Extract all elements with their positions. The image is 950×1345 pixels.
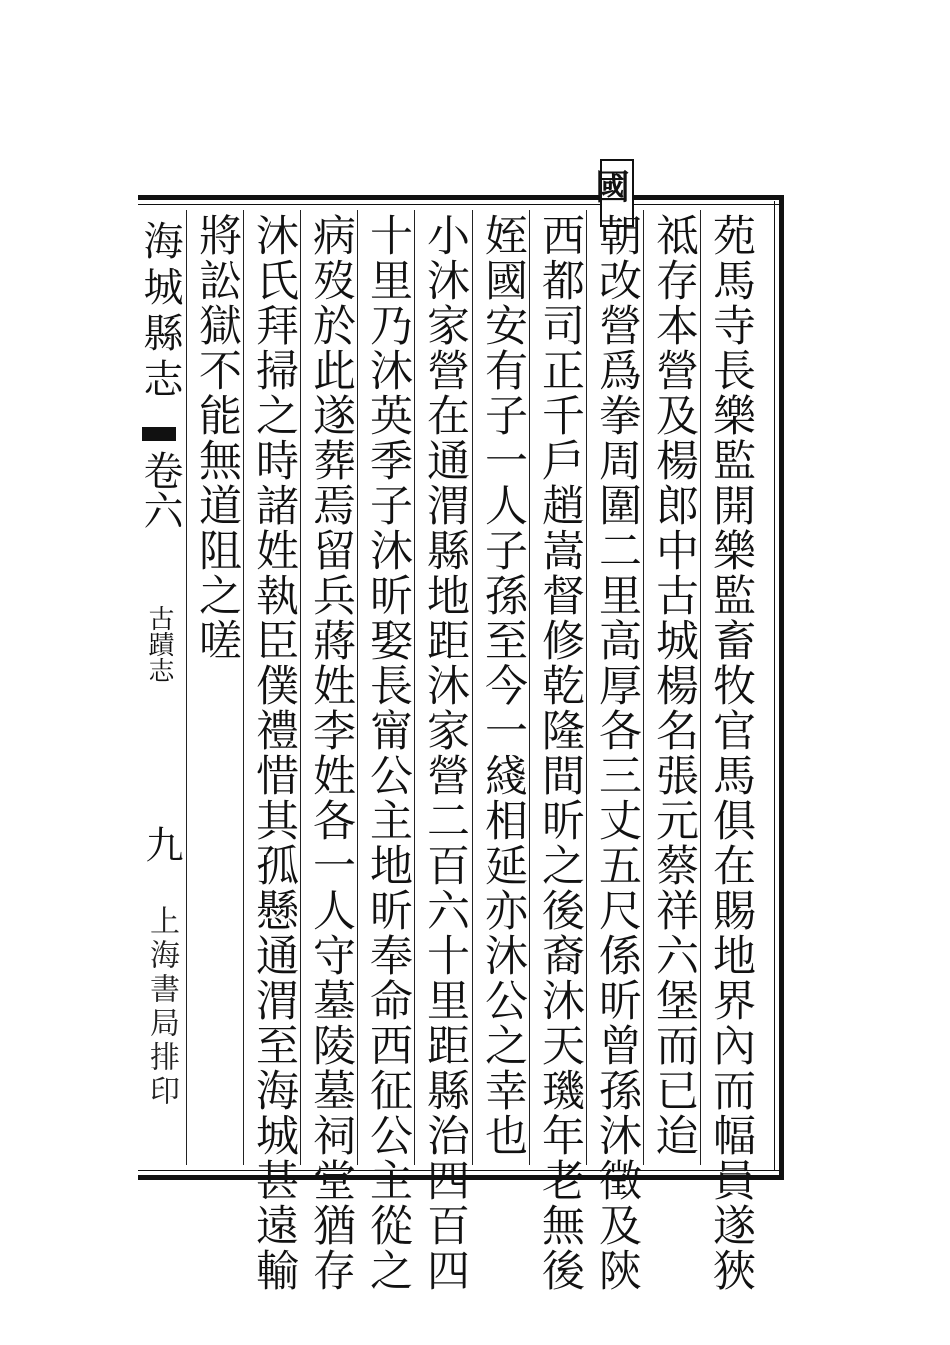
- column-divider: [243, 210, 244, 1165]
- text-column-9: 沐氏拜掃之時諸姓執臣僕禮惜其孤懸通渭至海城甚遠輸: [249, 213, 299, 1293]
- column-divider: [586, 210, 587, 1165]
- text-column-10: 將訟獄不能無道阻之嗟: [192, 213, 242, 663]
- text-column-8: 病歿於此遂葬焉留兵蔣姓李姓各一人守墓陵墓祠堂猶存: [306, 213, 356, 1293]
- top-border-inner-rule: [138, 204, 784, 205]
- text-column-6: 小沐家營在通渭縣地距沐家營二百六十里距縣治四百四: [420, 213, 470, 1293]
- chapter-number: 卷六: [137, 450, 183, 530]
- honorific-elevation-char: 國: [589, 169, 629, 203]
- page-frame: [137, 169, 784, 1293]
- text-column-1: 苑馬寺長樂監開樂監畜牧官馬俱在賜地界內而幅員遂狹: [706, 213, 756, 1293]
- column-divider: [357, 210, 358, 1165]
- text-column-3: 朝改營爲拳周圍二里高厚各三丈五尺係昕曾孫沐徵及陝: [592, 213, 642, 1293]
- column-divider: [472, 210, 473, 1165]
- column-divider: [529, 210, 530, 1165]
- fish-tail-mark: [142, 427, 176, 441]
- text-column-7: 十里乃沐英季子沐昕娶長甯公主地昕奉命西征公主從之: [363, 213, 413, 1293]
- column-divider: [700, 210, 701, 1165]
- top-border-rule: [138, 195, 784, 200]
- publisher-imprint: 上海書局排印: [144, 905, 179, 1109]
- text-column-5: 姪國安有子一人子孫至今一綫相延亦沐公之幸也: [478, 213, 528, 1158]
- block-heart-margin: [138, 205, 182, 1170]
- text-column-4: 西都司正千戶趙嵩督修乾隆間昕之後裔沐天璣年老無後: [535, 213, 585, 1293]
- column-divider: [300, 210, 301, 1165]
- right-border-rule: [779, 195, 784, 1180]
- gazetteer-title: 海城縣志: [137, 220, 183, 404]
- folio-number: 九: [139, 825, 183, 863]
- column-divider: [643, 210, 644, 1165]
- section-name: 古蹟志: [144, 605, 174, 683]
- text-column-2: 祗存本營及楊郎中古城楊名張元蔡祥六堡而已迨: [649, 213, 699, 1158]
- column-divider: [186, 210, 187, 1165]
- right-border-inner-rule: [774, 201, 775, 1171]
- column-divider: [414, 210, 415, 1165]
